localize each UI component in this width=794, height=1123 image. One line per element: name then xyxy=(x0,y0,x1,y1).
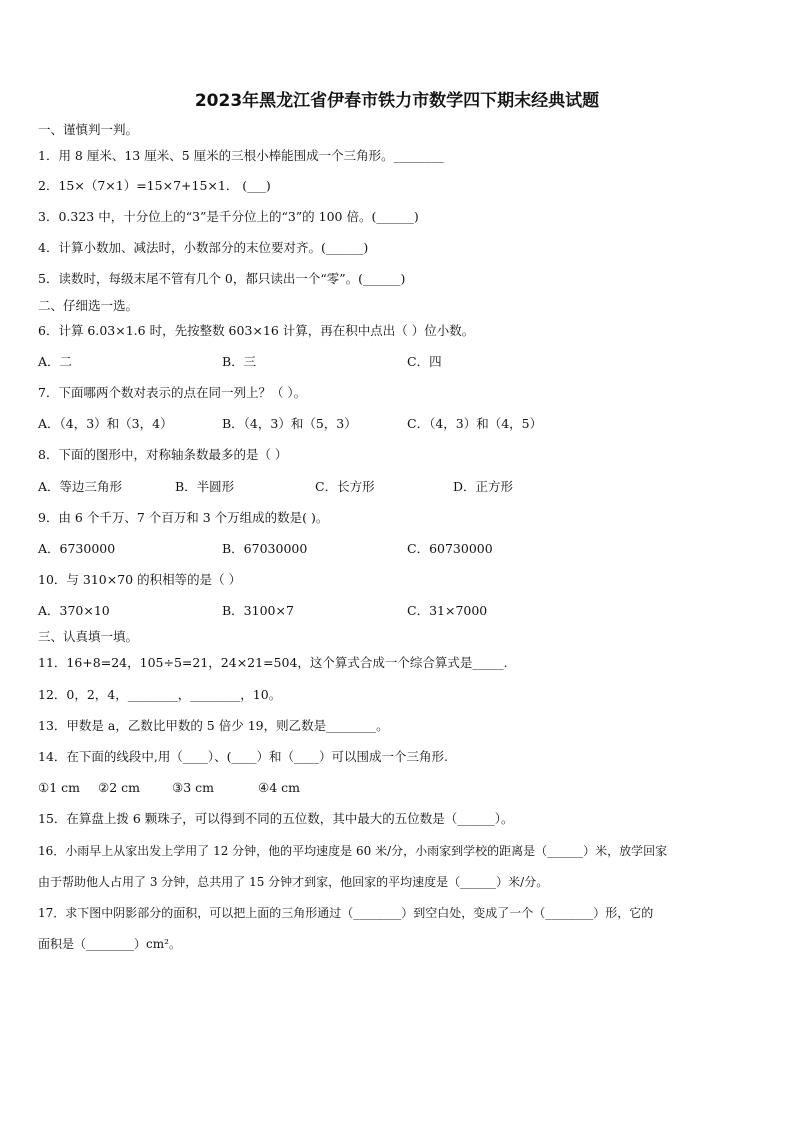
q7-option-b: B．（4，3）和（5，3） xyxy=(222,416,357,431)
question-15: 15．在算盘上拨 6 颗珠子，可以得到不同的五位数，其中最大的五位数是（______）。 xyxy=(38,811,514,826)
q10-option-b: B．3100×7 xyxy=(222,603,294,618)
q8-option-c: C．长方形 xyxy=(315,479,375,494)
q7-option-c: C．（4，3）和（4，5） xyxy=(407,416,543,431)
question-6: 6．计算 6.03×1.6 时，先按整数 603×16 计算，再在积中点出（ ）位小数。 xyxy=(38,323,475,338)
question-11: 11．16+8=24，105÷5=21，24×21=504，这个算式合成一个综合算式是_____. xyxy=(38,655,508,670)
question-17-line-2: 面积是（________）cm²。 xyxy=(38,937,181,951)
q8-option-a: A．等边三角形 xyxy=(38,479,123,494)
q8-option-d: D．正方形 xyxy=(453,479,514,494)
q14-option-2: ②2 cm xyxy=(98,780,140,795)
question-17-line-1: 17．求下图中阴影部分的面积，可以把上面的三角形通过（________）到空白处，变成了一个（________）形，它的 xyxy=(38,906,654,920)
q6-option-a: A．二 xyxy=(38,354,73,369)
question-9: 9．由 6 个千万、7 个百万和 3 个万组成的数是( )。 xyxy=(38,510,329,525)
question-13: 13．甲数是 a，乙数比甲数的 5 倍少 19，则乙数是________。 xyxy=(38,718,389,733)
q6-option-c: C．四 xyxy=(407,354,442,369)
question-5: 5．读数时，每级末尾不管有几个 0，都只读出一个“零”。(______) xyxy=(38,271,406,286)
question-8: 8．下面的图形中，对称轴条数最多的是（ ） xyxy=(38,447,288,462)
question-14: 14．在下面的线段中,用（____）、(____）和（____）可以围成一个三角形. xyxy=(38,749,448,764)
section-heading-choose: 二、仔细选一选。 xyxy=(38,298,139,313)
page-title: 2023年黑龙江省伊春市铁力市数学四下期末经典试题 xyxy=(194,91,600,111)
q10-option-a: A．370×10 xyxy=(38,603,110,618)
q14-option-3: ③3 cm xyxy=(172,780,214,795)
question-16-line-1: 16．小雨早上从家出发上学用了 12 分钟，他的平均速度是 60 米/分，小雨家到学校的距离是（______）米，放学回家 xyxy=(38,844,668,858)
section-heading-judge: 一、谨慎判一判。 xyxy=(38,122,139,137)
question-3: 3．0.323 中，十分位上的“3”是千分位上的“3”的 100 倍。(______) xyxy=(38,209,419,224)
q9-option-a: A．6730000 xyxy=(38,541,116,556)
q14-option-4: ④4 cm xyxy=(258,780,300,795)
q9-option-c: C．60730000 xyxy=(407,541,493,556)
q9-option-b: B．67030000 xyxy=(222,541,308,556)
q6-option-b: B．三 xyxy=(222,354,257,369)
question-7: 7．下面哪两个数对表示的点在同一列上？（ ）。 xyxy=(38,385,307,400)
q8-option-b: B．半圆形 xyxy=(175,479,235,494)
section-heading-fill: 三、认真填一填。 xyxy=(38,629,139,644)
q14-option-1: ①1 cm xyxy=(38,780,80,795)
question-12: 12．0，2，4，________，________，10。 xyxy=(38,687,282,702)
question-10: 10．与 310×70 的积相等的是（ ） xyxy=(38,572,242,587)
question-1: 1．用 8 厘米、13 厘米、5 厘米的三根小棒能围成一个三角形。________ xyxy=(38,148,444,163)
question-4: 4．计算小数加、减法时，小数部分的末位要对齐。(______) xyxy=(38,240,369,255)
question-16-line-2: 由于帮助他人占用了 3 分钟，总共用了 15 分钟才到家，他回家的平均速度是（______）米/分。 xyxy=(38,875,549,889)
q10-option-c: C．31×7000 xyxy=(407,603,488,618)
q7-option-a: A．（4，3）和（3，4） xyxy=(38,416,173,431)
question-2: 2．15×（7×1）=15×7+15×1． (___) xyxy=(38,178,271,193)
